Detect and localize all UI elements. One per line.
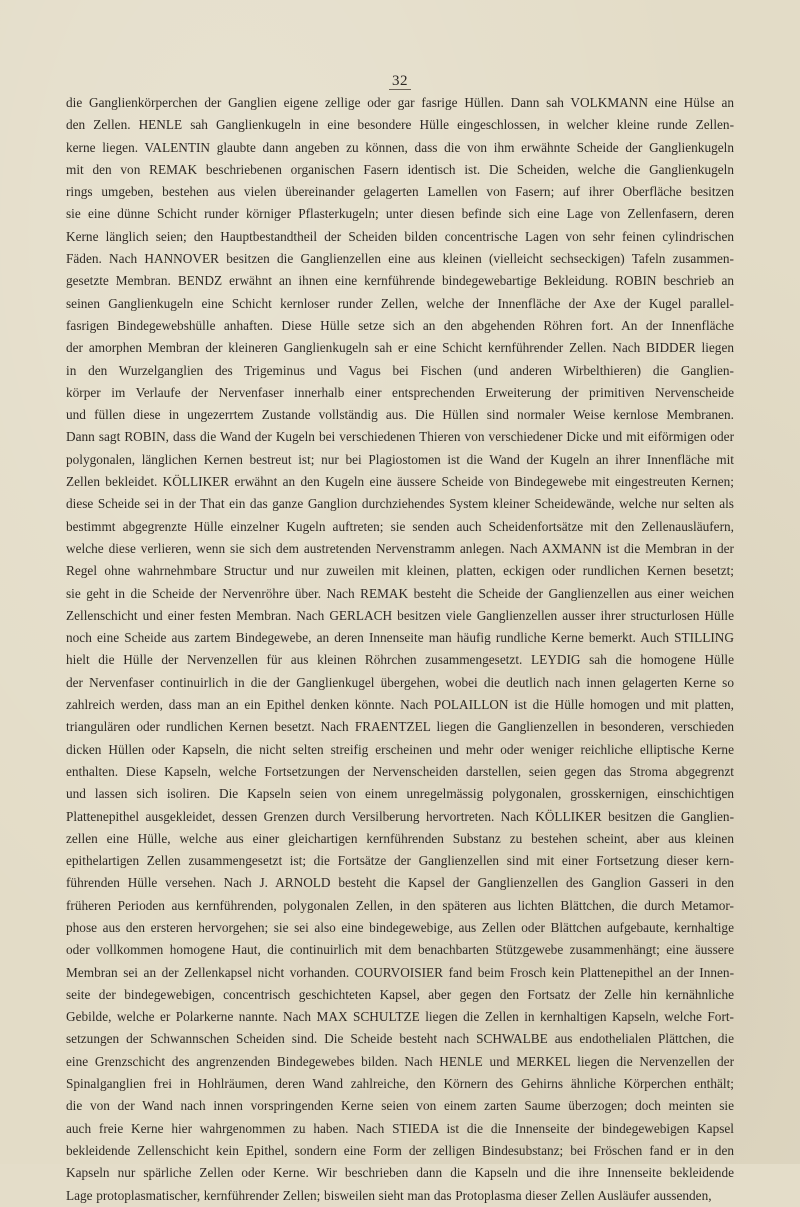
text-line: phose aus den ersteren hervorgehen; sie sei also eine bindegewebige, aus Zellen oder Blättchen aufgebaute, kernhaltige [66, 919, 734, 935]
text-line: die von der Wand nach innen vorspringenden Kerne seien von einem zarten Saume überzogen; doch meinten sie [66, 1098, 734, 1114]
text-line: dicken Hüllen oder Kapseln, die nicht selten streifig erscheinen und mehr oder weniger reichliche elliptische Kerne [66, 741, 734, 757]
text-line: Plattenepithel ausgekleidet, dessen Grenzen durch Versilberung hervortreten. Nach KÖLLIKER besitzen die Ganglien- [66, 808, 734, 824]
text-line: führenden Hülle versehen. Nach J. ARNOLD besteht die Kapsel der Ganglienzellen des Ganglion Gasseri in den [66, 875, 734, 891]
text-line: kerne liegen. VALENTIN glaubte dann angeben zu können, dass die von ihm erwähnte Scheide der Ganglienkugeln [66, 139, 734, 155]
page-number [0, 73, 800, 90]
text-line: Gebilde, welche er Polarkerne nannte. Nach MAX SCHULTZE liegen die Zellen in kernhaltigen Kapseln, welche Fort- [66, 1009, 734, 1025]
body-text [66, 92, 734, 1207]
text-line: hielt die Hülle der Nervenzellen für aus kleinen Röhrchen zusammengesetzt. LEYDIG sah die homogene Hülle [66, 652, 734, 668]
text-line: Kapseln nur spärliche Zellen oder Kerne. Wir beschrieben dann die Kapseln und die ihre Innenseite bekleidende [66, 1165, 734, 1181]
text-line: seinen Ganglienkugeln eine Schicht kernloser runder Zellen, welche der Innenfläche der Axe der Kugel parallel- [66, 295, 734, 311]
text-line: rings umgeben, bestehen aus vielen übereinander gelagerten Lamellen von Fasern; auf ihrer Oberfläche besitzen [66, 184, 734, 200]
text-line: und lassen sich isoliren. Die Kapseln seien von einem unregelmässig polygonalen, grosskernigen, einschichtigen [66, 786, 734, 802]
text-line: setzungen der Schwannschen Scheiden sind. Die Scheide besteht nach SCHWALBE aus endothelialen Plättchen, die [66, 1031, 734, 1047]
text-line: der Nervenfaser continuirlich in die der Ganglienkugel übergehen, wobei die deutlich nach innen gelagerten Kerne so [66, 674, 734, 690]
text-line: sie geht in die Scheide der Nervenröhre über. Nach REMAK besteht die Scheide der Ganglienzellen aus einer weichen [66, 585, 734, 601]
text-line: Membran sei an der Zellenkapsel nicht vorhanden. COURVOISIER fand beim Frosch kein Plattenepithel an der Innen- [66, 964, 734, 980]
text-line: diese Scheide sei in der That ein das ganze Ganglion durchziehendes System kleiner Scheidewände, welche nur selten als [66, 496, 734, 512]
text-line: Kerne länglich seien; den Hauptbestandtheil der Scheiden bilden concentrische Lagen von sehr feinen cylindrischen [66, 228, 734, 244]
text-line: Spinalganglien frei in Hohlräumen, deren Wand zahlreiche, den Körnern des Gehirns ähnliche Körperchen enthält; [66, 1076, 734, 1092]
text-line: noch eine Scheide aus zartem Bindegewebe, an deren Innenseite man häufig rundliche Kerne bemerkt. Auch STILLING [66, 630, 734, 646]
text-line: mit den von REMAK beschriebenen organischen Fasern identisch ist. Die Scheiden, welche die Ganglienkugeln [66, 161, 734, 177]
text-line: körper im Verlaufe der Nervenfaser innerhalb einer entsprechenden Erweiterung der primitiven Nervenscheide [66, 384, 734, 400]
text-line: seite der bindegewebigen, concentrisch geschichteten Kapsel, aber gegen den Fortsatz der Zelle hin kernähnliche [66, 986, 734, 1002]
text-line: enthalten. Diese Kapseln, welche Fortsetzungen der Nervenscheiden darstellen, seien gegen das Stroma abgegrenzt [66, 763, 734, 779]
text-line: zellen eine Hülle, welche aus einer gleichartigen kernführenden Substanz zu bestehen scheint, aber aus kleinen [66, 830, 734, 846]
text-line: auch freie Kerne hier wahrgenommen zu haben. Nach STIEDA ist die die Innenseite der bindegewebigen Kapsel [66, 1120, 734, 1136]
text-line: früheren Perioden aus kernführenden, polygonalen Zellen, in den späteren aus lichten Blättchen, die durch Metamor- [66, 897, 734, 913]
text-line: und füllen diese in ungezerrtem Zustande vollständig aus. Die Hüllen sind normaler Weise kernlose Membranen. [66, 407, 734, 423]
text-line: polygonalen, länglichen Kernen bestreut ist; nur bei Plagiostomen ist die Wand der Kugeln an ihrer Innenfläche mit [66, 451, 734, 467]
text-line: Dann sagt ROBIN, dass die Wand der Kugeln bei verschiedenen Thieren von verschiedener Dicke und mit eiförmigen oder [66, 429, 734, 445]
text-line: der amorphen Membran der kleineren Ganglienkugeln sah er eine Schicht kernführender Zellen. Nach BIDDER liegen [66, 340, 734, 356]
text-line: bekleidende Zellenschicht kein Epithel, sondern eine Form der zelligen Bindesubstanz; bei Fröschen fand er in den [66, 1142, 734, 1158]
text-line: triangulären oder rundlichen Kernen besetzt. Nach FRAENTZEL liegen die Ganglienzellen in besonderen, verschieden [66, 719, 734, 735]
text-line: fasrigen Bindegewebshülle anhaften. Diese Hülle setze sich an den abgehenden Röhren fort. An der Innenfläche [66, 317, 734, 333]
text-line: in den Wurzelganglien des Trigeminus und Vagus bei Fischen (und anderen Wirbelthieren) die Ganglien- [66, 362, 734, 378]
text-line: sie eine dünne Schicht runder körniger Pflasterkugeln; unter diesen befinde sich eine Lage von Zellenfasern, deren [66, 206, 734, 222]
text-line: Fäden. Nach HANNOVER besitzen die Ganglienzellen eine aus kleinen (vielleicht sechseckigen) Tafeln zusammen- [66, 251, 734, 267]
text-line: oder vollkommen homogene Haut, die continuirlich mit dem benachbarten Stützgewebe zusammenhängt; eine äussere [66, 942, 734, 958]
text-line: zahlreich werden, dass man an ein Epithel denken könnte. Nach POLAILLON ist die Hülle homogen und mit platten, [66, 697, 734, 713]
text-line: Zellen bekleidet. KÖLLIKER erwähnt an den Kugeln eine äussere Scheide von Bindegewebe mit eingestreuten Kernen; [66, 474, 734, 490]
text-line: epithelartigen Zellen zusammengesetzt ist; die Fortsätze der Ganglienzellen sind mit einer Fortsetzung dieser kern- [66, 853, 734, 869]
text-line: bestimmt abgegrenzte Hülle einzelner Kugeln auftreten; sie senden auch Scheidenfortsätze mit den Zellenausläufern, [66, 518, 734, 534]
text-line: die Ganglienkörperchen der Ganglien eigene zellige oder gar fasrige Hüllen. Dann sah VOLKMANN eine Hülse an [66, 95, 734, 110]
page-number-text: 32 [389, 74, 411, 90]
text-line: gesetzte Membran. BENDZ erwähnt an ihnen eine kernführende bindegewebartige Bekleidung. ROBIN beschrieb an [66, 273, 734, 289]
text-line: Regel ohne wahrnehmbare Structur und nur zuweilen mit kleinen, platten, eckigen oder rundlichen Kernen besetzt; [66, 563, 734, 579]
text-line: Zellenschicht und einer festen Membran. Nach GERLACH besitzen viele Ganglienzellen ausser ihrer structurlosen Hülle [66, 607, 734, 623]
text-line: den Zellen. HENLE sah Ganglienkugeln in eine besondere Hülle eingeschlossen, in welcher kleine runde Zellen- [66, 117, 734, 133]
text-line: Lage protoplasmatischer, kernführender Zellen; bisweilen sieht man das Protoplasma dieser Zellen Ausläufer aussenden, [66, 1187, 712, 1203]
text-line: welche diese verlieren, wenn sie sich dem austretenden Nervenstramm anlegen. Nach AXMANN ist die Membran in der [66, 540, 734, 556]
text-line: eine Grenzschicht des angrenzenden Bindegewebes bilden. Nach HENLE und MERKEL liegen die Nervenzellen der [66, 1053, 734, 1069]
